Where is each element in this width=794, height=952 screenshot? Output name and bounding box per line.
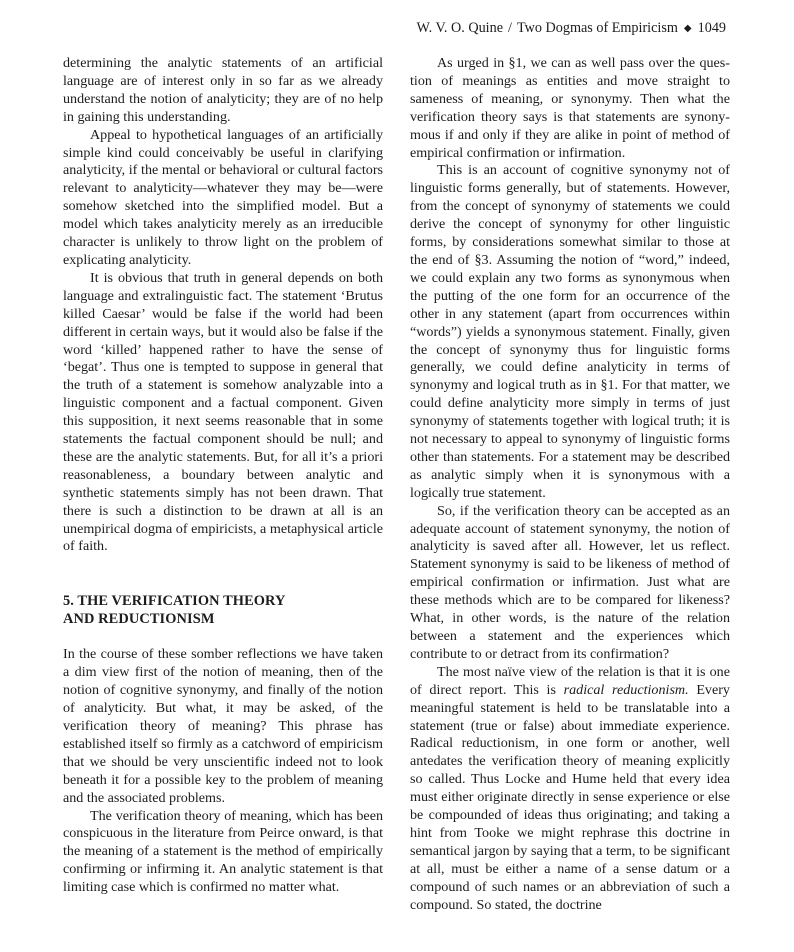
header-separator: / (508, 20, 512, 36)
header-title: Two Dogmas of Empiricism (516, 20, 678, 36)
section-heading-line: AND REDUCTIONISM (63, 611, 215, 628)
paragraph: Appeal to hypothetical languages of an artificially simple kind could conceivably be useful in clarifying analyticity, if the mental or behavioral or cultural factors relevant to analyticity—whatever they may be—were somehow sketched into the simplified model. But a model which takes analyticity merely as an irreducible character is unlikely to throw light on the problem of explicating analyticity. (63, 126, 383, 268)
paragraph: In the course of these somber reflections we have taken a dim view first of the notion of meaning, then of the notion of cognitive synonymy, and finally of the notion of analyticity. But what, it may be asked, of the verification theory of meaning? This phrase has established itself so firmly as a catchword of empiricism that we should be very unscientific indeed not to look beneath it for a possible key to the problem of meaning and the associated problems. (63, 646, 383, 806)
paragraph-text: Every meaningful statement is held to be translatable into a statement (true or false) about immediate experience. Radical reductionism, in one form or another, well antedates the verification theory of meaning explicitly so called. Thus Locke and Hume held that every idea must either originate directly in sense experience or else be compounded of ideas thus originating; and taking a hint from Tooke we might rephrase this doctrine in semantical jargon by saying that a term, to be significant at all, must be either a name of a sense datum or a compound of such names or an abbreviation of such a compound. So stated, the doctrine (410, 681, 730, 913)
paragraph: It is obvious that truth in general depends on both language and extralinguistic fact. The statement ‘Brutus killed Caesar’ would be false if the world had been different in certain ways, but it would also be false if the word ‘killed’ happened rather to have the sense of ‘begat’. Thus one is tempted to suppose in general that the truth of a statement is somehow analyzable into a linguistic component and a factual component. Given this supposition, it next seems reasonable that in some statements the factual component should be null; and these are the analytic statements. But, for all it’s a priori reasonableness, a boundary between analytic and synthetic statements simply has not been drawn. That there is such a distinction to be drawn at all is an unempirical dogma of empiricists, a metaphysical article of faith. (63, 269, 383, 555)
section-heading-line: 5. THE VERIFICATION THEORY (63, 593, 286, 610)
paragraph: determining the analytic statements of an artificial language are of interest only in so far as we already understand the notion of analyticity; they are of no help in gaining this understanding. (63, 55, 383, 125)
diamond-ornament-icon: ◆ (683, 23, 692, 34)
right-column (410, 55, 730, 915)
page-number: 1049 (697, 20, 726, 36)
section-heading (63, 592, 383, 628)
paragraph: The verification theory of meaning, which has been conspicuous in the literature from Peirce onward, is that the meaning of a statement is the method of empirically confirming or infirming it. An analytic statement is that limiting case which is confirmed no matter what. (63, 807, 383, 896)
italic-term: radical reductionism. (563, 681, 689, 698)
left-column (63, 55, 383, 897)
paragraph: This is an account of cognitive synonymy not of linguistic forms generally, but of statements. However, from the concept of synonymy of statements we could derive the concept of synonymy for other linguistic forms, by considerations somewhat similar to those at the end of §3. Assuming the notion of “word,” indeed, we could explain any two forms as synonymous when the putting of the one form for an occurrence of the other in any statement (apart from occurrences within “words”) yields a synonymous statement. Finally, given the concept of synonymy thus for linguistic forms generally, we could define analyticity in terms of synonymy and logical truth as in §1. For that matter, we could define analyticity more simply in terms of just synonymy of statements together with logical truth; it is not necessary to appeal to synonymy of linguistic forms other than statements. For a statement may be described as analytic simply when it is synonymous with a logically true statement. (410, 162, 730, 501)
header-author: W. V. O. Quine (416, 20, 503, 36)
paragraph: So, if the verification theory can be accepted as an adequate account of statement synonymy, the notion of analyticity is saved after all. However, let us reflect. Statement synonymy is said to be likeness of method of empirical confirmation or infirmation. Just what are these methods which are to be compared for likeness? What, in other words, is the nature of the relation between a statement and the experiences which contribute to or detract from its confirmation? (410, 502, 730, 662)
paragraph: As urged in §1, we can as well pass over the question of meanings as entities and move straight to sameness of meaning, or synonymy. Then what the verification theory says is that statements are synonymous if and only if they are alike in point of method of empirical confirmation or infirmation. (410, 55, 730, 161)
running-header (417, 19, 726, 39)
paragraph (410, 664, 730, 915)
paragraph-text: The most naïve view of the relation is that it is one of direct report. This is (410, 663, 730, 698)
